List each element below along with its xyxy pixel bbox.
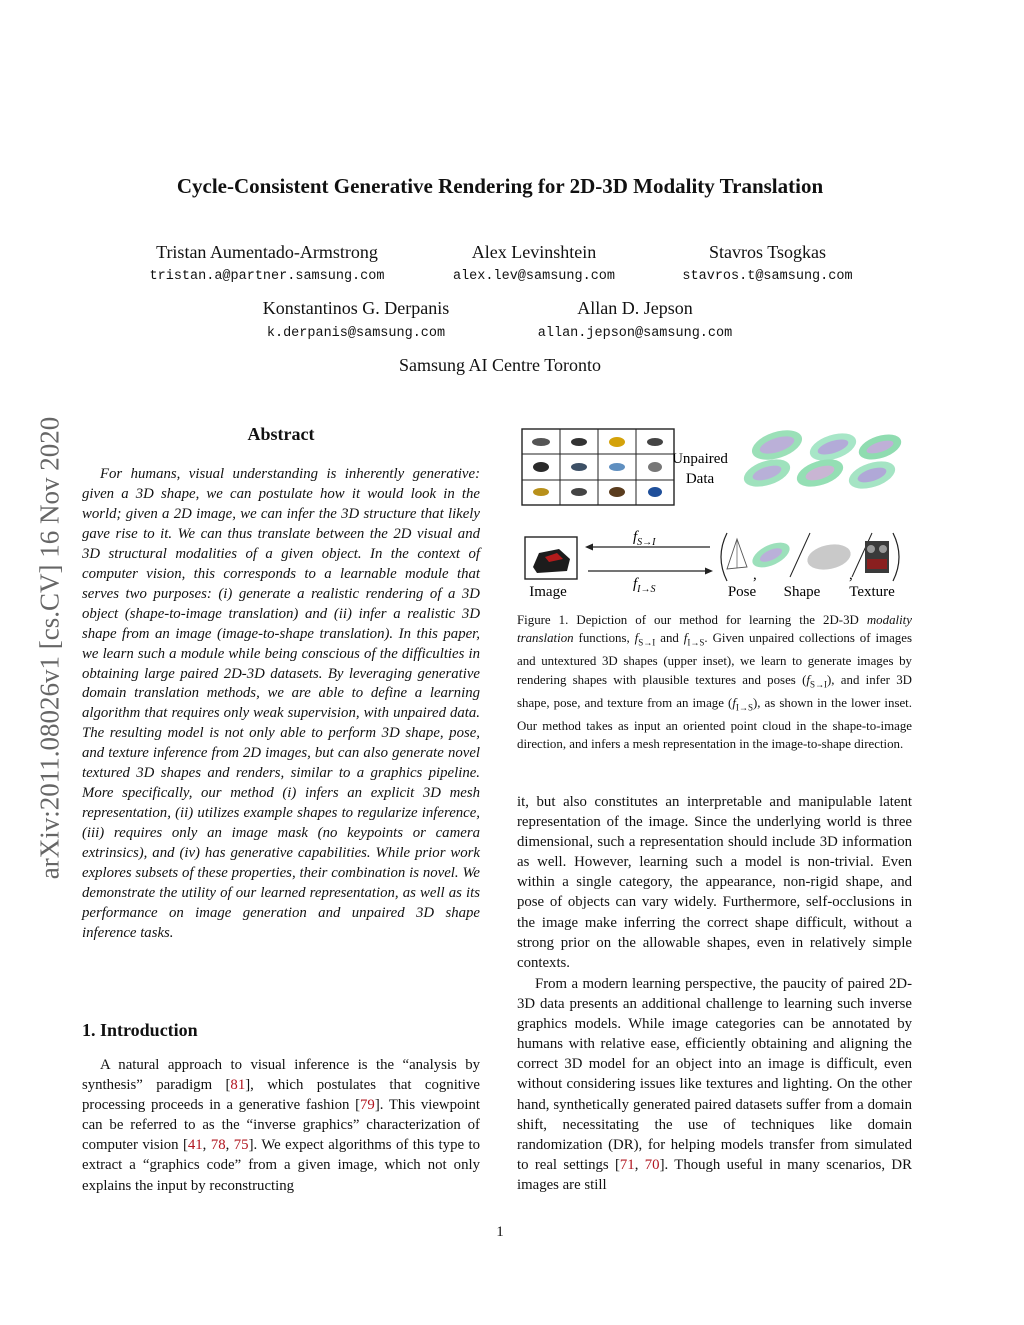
author-email[interactable]: alex.lev@samsung.com: [452, 269, 616, 284]
image-grid: [522, 429, 674, 505]
shape-mesh-icon: [805, 541, 853, 574]
body-paragraph: it, but also constitutes an interpretable and manipulable latent representation of the image. Since the underlying world is three dimensional, such a representation should include 3D information as well. However, learning such a model is non-trivial. Even within a single category, the appearance, non-rigid shape, and pose of objects can vary widely. Furthermore, self-occlusions in the image make inferring the correct shape difficult, without a strong prior on the allowable shapes, even in relatively simple contexts.: [517, 794, 912, 971]
arxiv-stamp-text: arXiv:2011.08026v1 [cs.CV] 16 Nov 2020: [34, 416, 65, 880]
arrowhead-icon: [705, 568, 713, 575]
pose-label: Pose: [727, 584, 757, 600]
left-paren-icon: [721, 533, 727, 581]
author-email[interactable]: tristan.a@partner.samsung.com: [149, 269, 385, 284]
citation-link[interactable]: 41: [187, 1137, 203, 1154]
intro-heading: 1. Introduction: [82, 1020, 198, 1040]
author-name: Tristan Aumentado-Armstrong: [156, 242, 378, 262]
body-paragraph: From a modern learning perspective, the paucity of paired 2D-3D data presents an additional challenge to learning such inverse graphics models. While image categories can be annotated by humans with relative ease, efficiently obtaining and aligning the correct 3D model for an object into an image is difficult, even without considering issues like textures and lighting. On the other hand, synthetically generated paired datasets suffer from a domain shift, necessitating the use of techniques like domain randomization (DR), for helping models transfer from simulated to real settings [71, 70]. Though useful in many scenarios, DR images are still: [517, 976, 912, 1193]
citation-link[interactable]: 81: [230, 1077, 246, 1094]
right-paren-icon: [893, 533, 899, 581]
citation-link[interactable]: 79: [360, 1097, 375, 1114]
tuple-comma: ,: [753, 567, 757, 583]
texture-label: Texture: [849, 584, 895, 600]
paper-title: Cycle-Consistent Generative Rendering for 2D-3D Modality Translation: [176, 174, 824, 198]
unpaired-label: Data: [685, 471, 715, 487]
intro-paragraph: A natural approach to visual inference is the “analysis by synthesis” paradigm [81], which postulates that cognitive processing proceeds in a generative fashion [79]. This viewpoint can be referred to as the “inverse graphics” characterization of computer vision [41, 78, 75]. We expect algorithms of this type to extract a “graphics code” from a given image, which not only explains the input by reconstructing: [82, 1057, 480, 1194]
citation-link[interactable]: 70: [644, 1156, 660, 1173]
separator-slash-icon: [790, 533, 810, 577]
image-label: Image: [529, 584, 567, 600]
citation-link[interactable]: 75: [233, 1137, 249, 1154]
camera-pose-icon: [727, 539, 747, 569]
citation-link[interactable]: 71: [619, 1156, 635, 1173]
figure-1-graphic: [515, 425, 915, 605]
shape-label: Shape: [783, 584, 821, 600]
texture-map-icon: [865, 541, 889, 573]
unpaired-label: Unpaired: [672, 451, 728, 467]
author-email[interactable]: stavros.t@samsung.com: [682, 269, 853, 284]
figure-1-caption: Figure 1. Depiction of our method for learning the 2D-3D modality translation functions, $f_{S\to I}$ and $f_{I\to S}$. Given unpaired collections of images and untextured 3D shapes (upper inset), we learn to generate images by rendering shapes with plausible textures and poses $(f_{S\to I})$, and infer 3D shape, pose, and texture from an image $(f_{I\to S})$, as shown in the lower inset. Our method takes as input an oriented point cloud in the shape-to-image direction, and infers a mesh representation in the image-to-shape direction.: [517, 613, 912, 752]
author-name: Stavros Tsogkas: [709, 242, 826, 262]
abstract-heading: Abstract: [247, 424, 315, 444]
author-name: Konstantinos G. Derpanis: [262, 298, 450, 318]
page-number: 1: [496, 1224, 504, 1240]
f-s-to-i-label: $f_{S\to I}$: [633, 529, 656, 548]
arrowhead-icon: [585, 544, 593, 551]
abstract-body: For humans, visual understanding is inherently generative: given a 3D shape, we can postulate how it would look in the world; given a 2D image, we can infer the 3D structure that likely gave rise to it. We can thus translate between the 2D visual and 3D structural modalities of a given object. In the context of computer vision, this corresponds to a learnable module that serves two purposes: (i) generate a realistic rendering of a 3D object (shape-to-image translation) and (ii) infer a realistic 3D shape from an image (image-to-shape translation). In this paper, we learn such a module while being conscious of the difficulties in obtaining large paired 2D-3D datasets. By leveraging generative domain translation methods, we are able to define a learning algorithm that requires only weak supervision, with unpaired data. The resulting model is not only able to perform 3D shape, pose, and texture inference from 2D images, but can also generate novel textured 3D shapes and renders, similar to a graphics pipeline. More specifically, our method (i) infers an explicit 3D mesh representation, (ii) utilizes example shapes to regularize inference, (iii) requires only an image mask (no keypoints or camera extrinsics), and (iv) has generative capabilities. While prior work explores subsets of these properties, their combination is novel. We demonstrate the utility of our learned representation, as well as its performance on image generation and unpaired 3D shape inference tasks.: [82, 466, 480, 941]
tuple-comma: ,: [849, 567, 853, 583]
author-name: Alex Levinshtein: [471, 242, 597, 262]
shape-collection: [740, 425, 904, 494]
arxiv-stamp: [32, 348, 68, 948]
figure-1: [515, 425, 915, 605]
author-email[interactable]: allan.jepson@samsung.com: [537, 326, 733, 341]
author-name: Allan D. Jepson: [577, 298, 693, 318]
f-i-to-s-label: $f_{I\to S}$: [633, 576, 656, 595]
citation-link[interactable]: 78: [210, 1137, 226, 1154]
input-image: [525, 537, 577, 579]
affiliation: Samsung AI Centre Toronto: [399, 355, 601, 375]
author-email[interactable]: k.derpanis@samsung.com: [266, 326, 446, 341]
